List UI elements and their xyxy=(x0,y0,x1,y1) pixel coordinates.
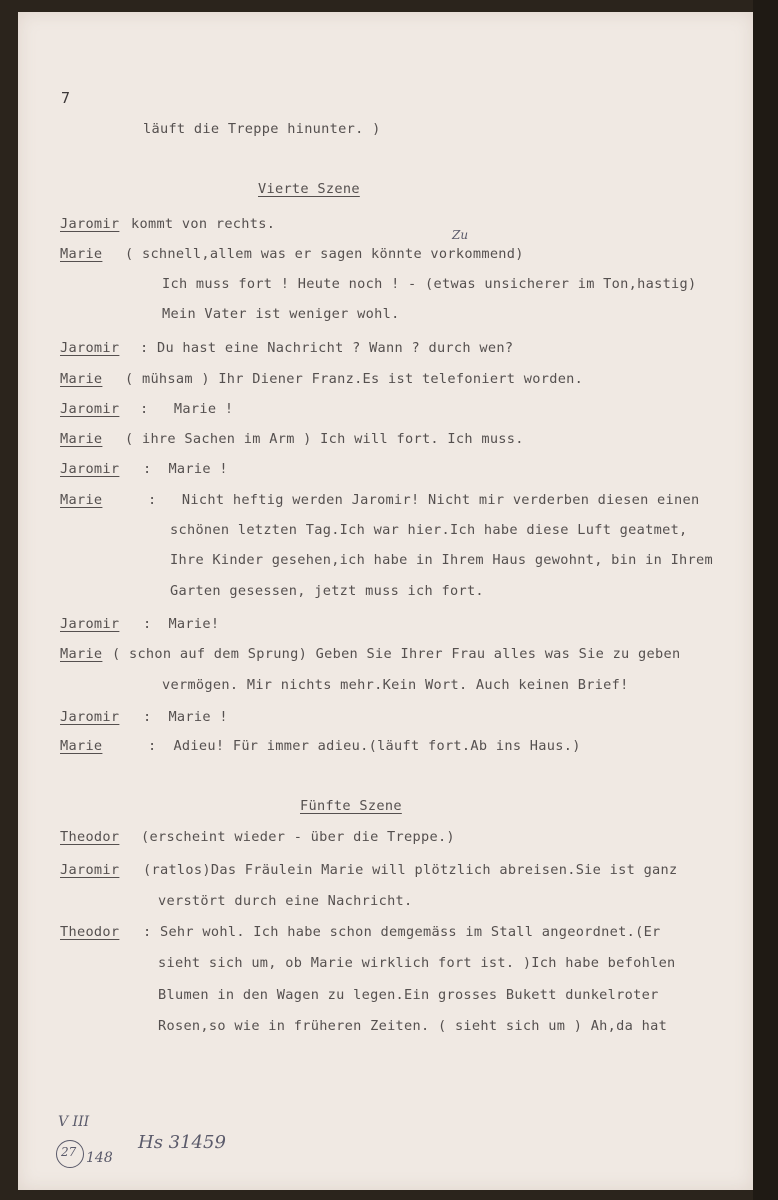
dialogue-text: ( schon auf dem Sprung) Geben Sie Ihrer Frau alles was Sie zu geben xyxy=(112,646,681,662)
dialogue-text: ( ihre Sachen im Arm ) Ich will fort. Ich muss. xyxy=(125,431,524,447)
dialogue-text: : Marie! xyxy=(143,616,220,632)
continuation-line: schönen letzten Tag.Ich war hier.Ich habe diese Luft geatmet, xyxy=(170,522,688,538)
speaker-name: Jaromir xyxy=(60,709,120,725)
scene-heading: Fünfte Szene xyxy=(300,798,402,814)
dialogue-text: : Sehr wohl. Ich habe schon demgemäss im Stall angeordnet.(Er xyxy=(143,924,661,940)
speaker-name: Theodor xyxy=(60,924,120,940)
speaker-name: Marie xyxy=(60,431,103,447)
dialogue-text: : Marie ! xyxy=(143,709,228,725)
continuation-line: Mein Vater ist weniger wohl. xyxy=(162,306,400,322)
speaker-name: Theodor xyxy=(60,829,120,845)
speaker-name: Marie xyxy=(60,371,103,387)
speaker-name: Marie xyxy=(60,246,103,262)
continuation-line: Blumen in den Wagen zu legen.Ein grosses Bukett dunkelroter xyxy=(158,987,659,1003)
dialogue-text: : Du hast eine Nachricht ? Wann ? durch wen? xyxy=(140,340,514,356)
continuation-line: sieht sich um, ob Marie wirklich fort ist. )Ich habe befohlen xyxy=(158,955,676,971)
continuation-line: Garten gesessen, jetzt muss ich fort. xyxy=(170,583,484,599)
speaker-name: Jaromir xyxy=(60,216,120,232)
archive-mark: V III xyxy=(58,1114,90,1130)
continuation-line: Ihre Kinder gesehen,ich habe in Ihrem Haus gewohnt, bin in Ihrem xyxy=(170,552,713,568)
page-number: 7 xyxy=(61,89,71,107)
speaker-name: Marie xyxy=(60,738,103,754)
shelf-signature: Hs 31459 xyxy=(138,1132,226,1153)
dialogue-text: : Marie ! xyxy=(143,461,228,477)
dialogue-text: : Adieu! Für immer adieu.(läuft fort.Ab ins Haus.) xyxy=(148,738,581,754)
typescript-page xyxy=(18,12,753,1190)
dialogue-text: (erscheint wieder - über die Treppe.) xyxy=(141,829,455,845)
handwritten-correction: Zu xyxy=(452,228,469,242)
speaker-name: Jaromir xyxy=(60,340,120,356)
speaker-name: Marie xyxy=(60,646,103,662)
continuation-line: läuft die Treppe hinunter. ) xyxy=(143,121,381,137)
dialogue-text: kommt von rechts. xyxy=(131,216,276,232)
continuation-line: Rosen,so wie in früheren Zeiten. ( sieht sich um ) Ah,da hat xyxy=(158,1018,668,1034)
dialogue-text: ( schnell,allem was er sagen könnte vorkommend) xyxy=(125,246,524,262)
dialogue-text: (ratlos)Das Fräulein Marie will plötzlich abreisen.Sie ist ganz xyxy=(143,862,678,878)
speaker-name: Jaromir xyxy=(60,401,120,417)
dialogue-text: : Nicht heftig werden Jaromir! Nicht mir verderben diesen einen xyxy=(148,492,700,508)
scan-dark-edge xyxy=(753,0,778,1200)
continuation-line: verstört durch eine Nachricht. xyxy=(158,893,413,909)
speaker-name: Jaromir xyxy=(60,616,120,632)
continuation-line: vermögen. Mir nichts mehr.Kein Wort. Auch keinen Brief! xyxy=(162,677,629,693)
scene-heading: Vierte Szene xyxy=(258,181,360,197)
circled-number: 27 xyxy=(61,1145,77,1159)
continuation-line: Ich muss fort ! Heute noch ! - (etwas unsicherer im Ton,hastig) xyxy=(162,276,697,292)
speaker-name: Marie xyxy=(60,492,103,508)
dialogue-text: : Marie ! xyxy=(140,401,234,417)
dialogue-text: ( mühsam ) Ihr Diener Franz.Es ist telefoniert worden. xyxy=(125,371,584,387)
speaker-name: Jaromir xyxy=(60,862,120,878)
folio-number: 148 xyxy=(86,1150,113,1166)
speaker-name: Jaromir xyxy=(60,461,120,477)
